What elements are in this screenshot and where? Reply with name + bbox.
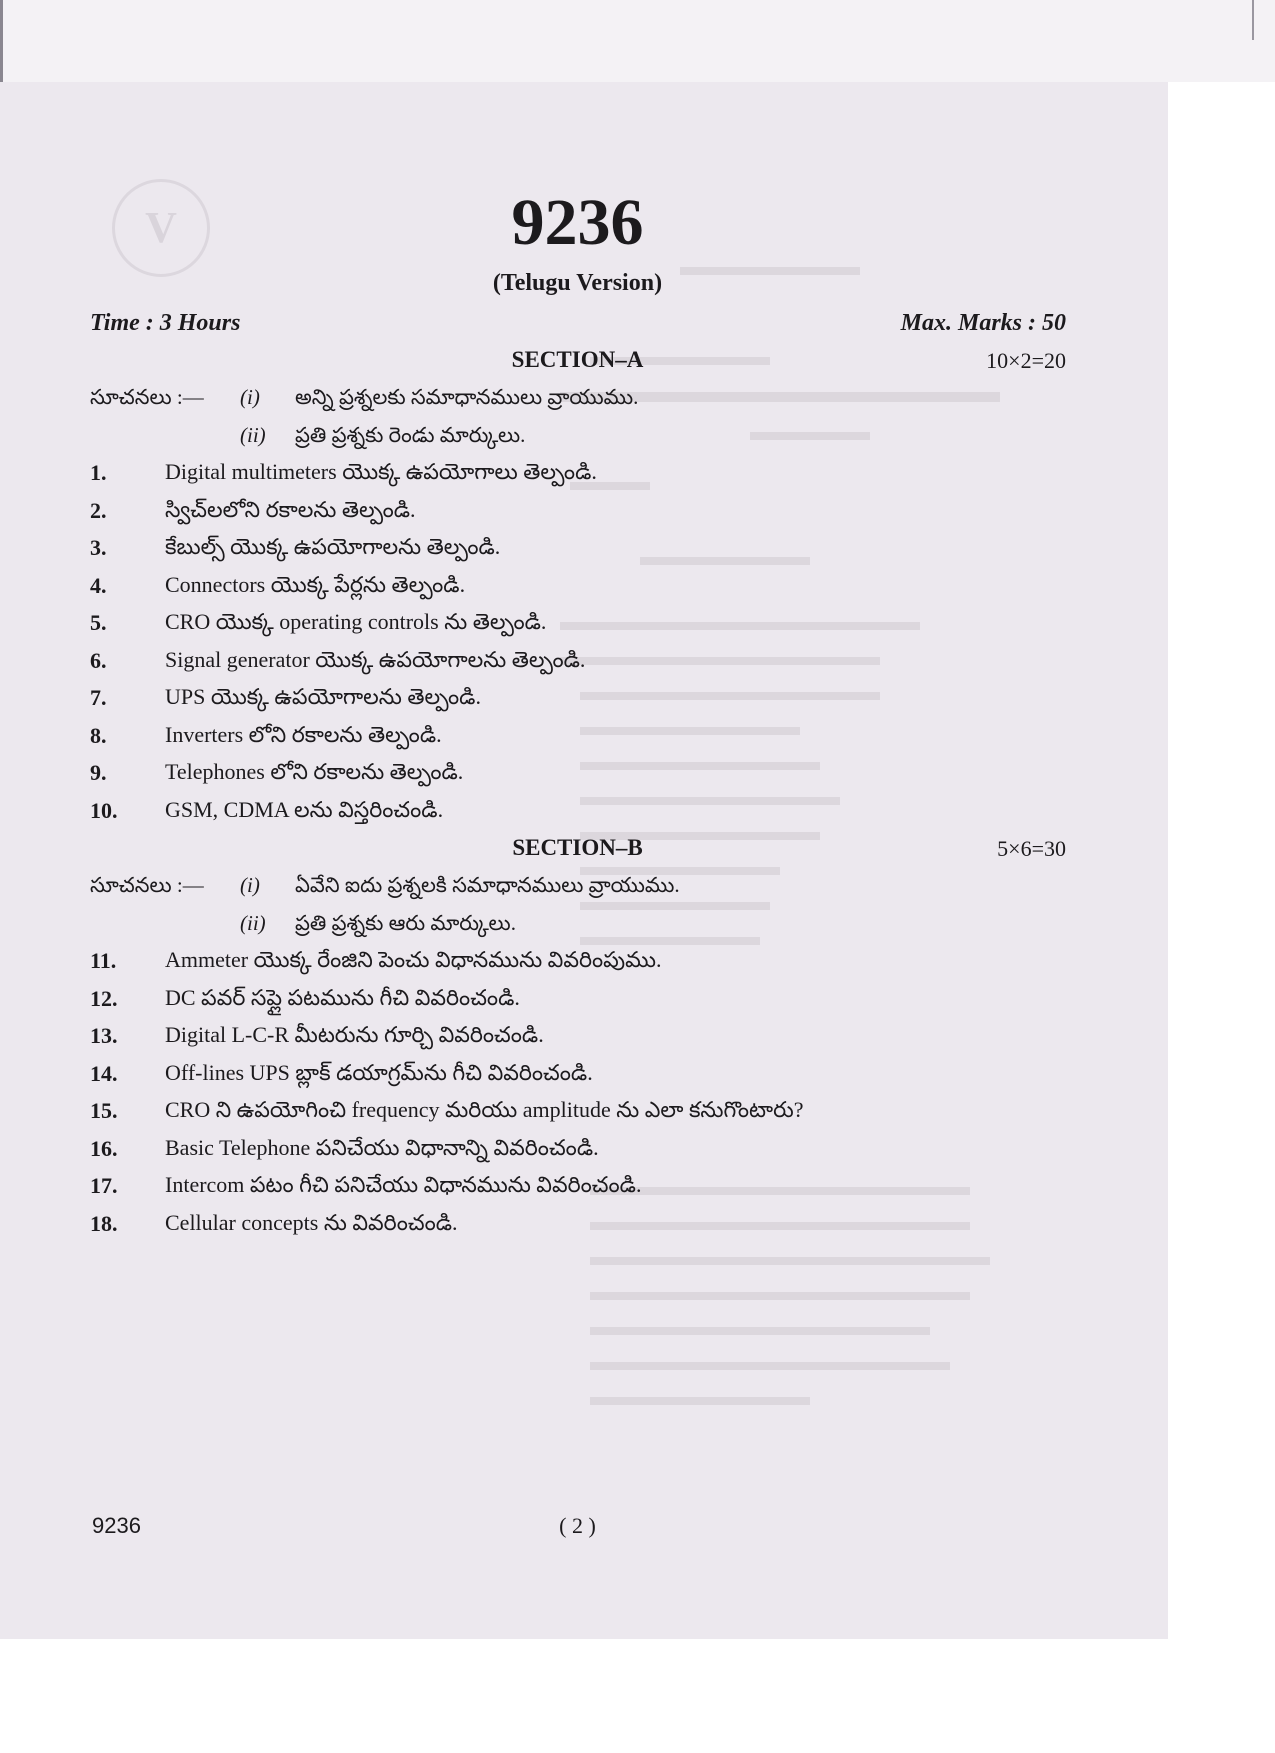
question-text: Digital multimeters యొక్క ఉపయోగాలు తెల్పండి.: [165, 459, 597, 484]
section-b-instruction-label: సూచనలు :—: [90, 873, 204, 897]
instruction-number: (i): [240, 385, 260, 409]
question-text: GSM, CDMA లను విస్తరించండి.: [165, 797, 444, 822]
question-text: CRO యొక్క operating controls ను తెల్పండి.: [165, 609, 547, 634]
section-a-title: SECTION–A: [511, 347, 644, 372]
exam-page: [0, 82, 1168, 1639]
question-number: 8.: [90, 723, 107, 748]
max-marks-label: Max. Marks : 50: [900, 310, 1066, 336]
instruction-text: అన్ని ప్రశ్నలకు సమాధానములు వ్రాయుము.: [295, 385, 639, 409]
scan-background: [0, 0, 1275, 82]
question-number: 4.: [90, 573, 107, 598]
question-number: 11.: [90, 948, 117, 973]
instruction-number: (ii): [240, 423, 266, 447]
section-a-instruction-label: సూచనలు :—: [90, 385, 204, 409]
question-text: Connectors యొక్క పేర్లను తెల్పండి.: [165, 572, 466, 597]
section-b-marks: 5×6=30: [997, 836, 1066, 861]
question-text: కేబుల్స్ యొక్క ఉపయోగాలను తెల్పండి.: [165, 534, 501, 559]
question-number: 12.: [90, 986, 118, 1011]
question-text: DC పవర్ సప్లై పటమును గీచి వివరించండి.: [165, 985, 520, 1010]
question-number: 16.: [90, 1136, 118, 1161]
question-number: 14.: [90, 1061, 118, 1086]
question-number: 6.: [90, 648, 107, 673]
question-number: 15.: [90, 1098, 118, 1123]
watermark-seal: V: [112, 179, 210, 277]
instruction-text: ఏవేని ఐదు ప్రశ్నలకి సమాధానములు వ్రాయుము.: [295, 873, 680, 897]
time-label: Time : 3 Hours: [90, 310, 241, 336]
question-text: Telephones లోని రకాలను తెల్పండి.: [165, 759, 464, 784]
question-text: Ammeter యొక్క రేంజిని పెంచు విధానమును వివరింపుము.: [165, 947, 662, 972]
question-number: 5.: [90, 610, 107, 635]
question-number: 13.: [90, 1023, 118, 1048]
question-number: 1.: [90, 460, 107, 485]
question-text: UPS యొక్క ఉపయోగాలను తెల్పండి.: [165, 684, 481, 709]
question-number: 17.: [90, 1173, 118, 1198]
scan-edge-right: [1252, 0, 1254, 40]
page-number: ( 2 ): [559, 1513, 596, 1538]
instruction-number: (i): [240, 873, 260, 897]
question-text: Off-lines UPS బ్లాక్ డయాగ్రమ్‌ను గీచి వివరించండి.: [165, 1060, 593, 1085]
question-number: 18.: [90, 1211, 118, 1236]
question-text: Signal generator యొక్క ఉపయోగాలను తెల్పండి.: [165, 647, 586, 672]
instruction-text: ప్రతి ప్రశ్నకు రెండు మార్కులు.: [295, 423, 526, 447]
section-b-title: SECTION–B: [512, 835, 643, 860]
question-number: 9.: [90, 760, 107, 785]
paper-code: 9236: [511, 186, 644, 259]
question-number: 7.: [90, 685, 107, 710]
question-text: CRO ని ఉపయోగించి frequency మరియు amplitude ను ఎలా కనుగొంటారు?: [165, 1097, 804, 1122]
instruction-number: (ii): [240, 911, 266, 935]
question-number: 10.: [90, 798, 118, 823]
section-a-marks: 10×2=20: [986, 348, 1066, 373]
question-text: Cellular concepts ను వివరించండి.: [165, 1210, 458, 1235]
version-label: (Telugu Version): [492, 270, 663, 296]
footer-paper-code: 9236: [92, 1513, 141, 1538]
question-number: 3.: [90, 535, 107, 560]
scan-edge-left: [0, 0, 3, 82]
instruction-text: ప్రతి ప్రశ్నకు ఆరు మార్కులు.: [295, 911, 516, 935]
question-text: స్విచ్‌లలోని రకాలను తెల్పండి.: [165, 497, 416, 522]
question-text: Digital L-C-R మీటరును గూర్చి వివరించండి.: [165, 1022, 544, 1047]
question-text: Intercom పటం గీచి పనిచేయు విధానమును వివరించండి.: [165, 1172, 642, 1197]
question-text: Basic Telephone పనిచేయు విధానాన్ని వివరించండి.: [165, 1135, 599, 1160]
question-number: 2.: [90, 498, 107, 523]
question-text: Inverters లోని రకాలను తెల్పండి.: [165, 722, 442, 747]
